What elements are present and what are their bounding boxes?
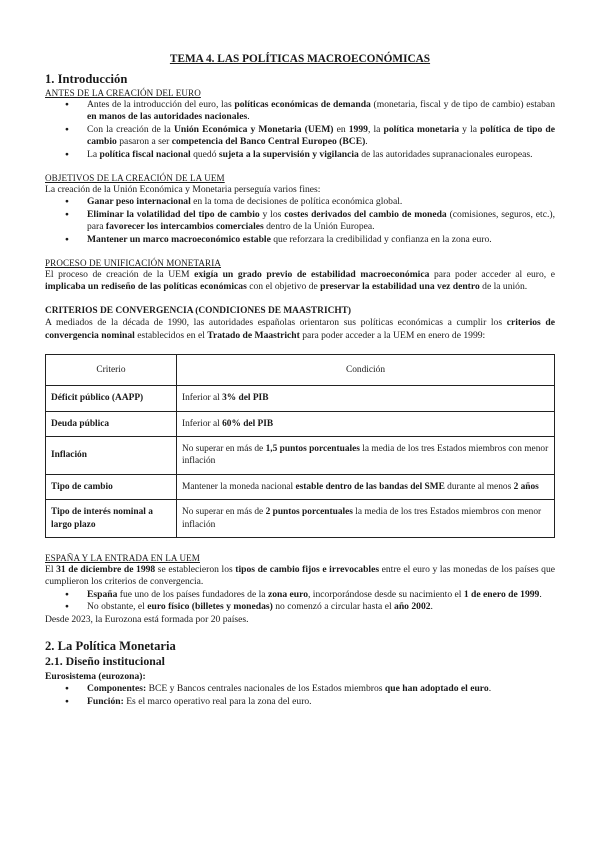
table-row: [46, 500, 555, 538]
text-run: pasaron a ser: [116, 136, 172, 148]
table-row: [46, 436, 555, 474]
bold-text: 60% del PIB: [222, 418, 274, 429]
text-run: .: [365, 136, 368, 148]
bullet-item: [87, 683, 555, 695]
text-run: establecidos en el: [134, 329, 208, 341]
text-run: no comenzó a circular hasta el: [272, 601, 395, 613]
text-run: de las autoridades supranacionales europeas.: [358, 148, 533, 160]
bold-text: políticas económicas de demanda: [234, 99, 371, 110]
section-2-1-heading: 2.1. Diseño institucional: [45, 653, 165, 668]
bullet-item: [87, 234, 555, 246]
bullet-item: [87, 99, 555, 124]
bold-text: que han adoptado el euro: [384, 683, 489, 695]
espana-paragraph: [45, 564, 555, 589]
text-run: .: [247, 111, 250, 123]
bold-text: 31 de diciembre de 1998: [56, 563, 156, 575]
text-run: de la unión.: [479, 281, 528, 293]
bold-text: criterios de convergencia nominal: [45, 317, 555, 341]
criterios-heading: CRITERIOS DE CONVERGENCIA (CONDICIONES DE MAASTRICHT): [45, 305, 352, 316]
bold-text: favorecer los intercambios comerciales: [105, 221, 264, 233]
condicion-cell: [177, 411, 555, 436]
text-run: durante al menos: [444, 481, 514, 492]
bullet-item: [87, 149, 555, 161]
condicion-cell: [177, 386, 555, 411]
text-run: La: [87, 148, 100, 160]
bullet-item: [87, 696, 555, 708]
text-run: entre el euro y las monedas de los países que cumplieron los criterios de convergencia.: [45, 563, 556, 588]
eurosistema-label-text: Eurosistema (eurozona):: [45, 670, 146, 682]
condicion-cell: [177, 474, 555, 499]
text-run: en: [333, 123, 349, 135]
bold-text: año 2002: [394, 601, 431, 613]
bold-text: tipos de cambio fijos e irrevocables: [235, 563, 380, 575]
bold-text: Función:: [87, 695, 124, 707]
text-run: No superar en más de: [182, 443, 266, 454]
text-run: Mantener la moneda nacional: [182, 481, 296, 492]
subsection-espana-heading: ESPAÑA Y LA ENTRADA EN LA UEM: [45, 552, 200, 563]
text-run: la media de los tres Estados miembros con menor inflación: [182, 443, 549, 467]
eurosistema-label: [45, 671, 555, 683]
bold-text: euro físico (billetes y monedas): [147, 601, 273, 613]
criteria-table: [45, 354, 555, 538]
document-title: TEMA 4. LAS POLÍTICAS MACROECONÓMICAS: [169, 53, 431, 65]
bold-text: 1,5 puntos porcentuales: [265, 443, 360, 454]
bullet-item: [87, 601, 555, 613]
criterio-cell: Tipo de cambio: [46, 474, 177, 499]
bullet-item: [87, 209, 555, 234]
text-run: y los: [259, 208, 285, 220]
bold-text: Ganar peso internacional: [87, 196, 191, 208]
table-header-row: [46, 355, 555, 386]
espana-closing: Desde 2023, la Eurozona está formada por 20 países.: [45, 613, 249, 625]
bold-text: 2 años: [513, 481, 539, 492]
criterio-cell: Inflación: [46, 436, 177, 474]
text-run: .: [539, 588, 542, 600]
bold-text: implicaba un rediseño de las políticas económicas: [45, 281, 247, 293]
bold-text: Eliminar la volatilidad del tipo de cambio: [87, 208, 260, 220]
bold-text: exigía un grado previo de estabilidad macroeconómica: [194, 269, 430, 281]
subsection-antes-heading: ANTES DE LA CREACIÓN DEL EURO: [45, 88, 201, 98]
bold-text: sujeta a la supervisión y vigilancia: [218, 148, 359, 160]
bold-text: 3% del PIB: [222, 393, 269, 404]
text-run: para poder acceder a la UEM en enero de 1999:: [299, 329, 486, 341]
bold-text: Mantener un marco macroeconómico estable: [87, 233, 271, 245]
text-run: Con la creación de la: [87, 123, 174, 135]
condicion-cell: [177, 500, 555, 538]
subsection-proceso-heading: PROCESO DE UNIFICACIÓN MONETARIA: [45, 258, 222, 269]
bold-text: 2 puntos porcentuales: [265, 507, 353, 518]
text-run: quedó: [190, 148, 219, 160]
bold-text: política monetaria: [383, 123, 460, 135]
text-run: Inferior al: [182, 393, 223, 404]
bullet-item: [87, 124, 555, 149]
subsection-objetivos-heading: OBJETIVOS DE LA CREACIÓN DE LA UEM: [45, 173, 225, 184]
bold-text: política fiscal nacional: [99, 148, 191, 160]
objetivos-intro: La creación de la Unión Económica y Monetaria perseguía varios fines:: [45, 184, 321, 196]
criterio-cell: Déficit público (AAPP): [46, 386, 177, 411]
column-header-criterio: Criterio: [46, 355, 177, 386]
text-run: , la: [367, 123, 384, 135]
text-run: (monetaria, fiscal y de tipo de cambio) estaban: [370, 99, 555, 110]
bold-text: estable dentro de las bandas del SME: [295, 481, 445, 492]
text-run: y la: [459, 123, 481, 135]
text-run: Antes de la introducción del euro, las: [87, 99, 235, 110]
bold-text: Unión Económica y Monetaria (UEM): [173, 123, 334, 135]
text-run: El: [45, 563, 57, 575]
criterio-cell: Tipo de interés nominal a largo plazo: [46, 500, 177, 538]
text-run: .: [488, 683, 492, 695]
text-run: A mediados de la década de 1990, las autoridades españolas orientaron sus políticas económicas a cumplir los: [45, 317, 507, 329]
table-row: [46, 411, 555, 436]
antes-bullet-list: [45, 99, 555, 161]
text-run: .: [430, 601, 433, 613]
bold-text: política de tipo de cambio: [87, 123, 556, 148]
bold-text: 1 de enero de 1999: [463, 588, 540, 600]
text-run: Inferior al: [182, 418, 223, 429]
bold-text: competencia del Banco Central Europeo (BCE): [171, 136, 366, 148]
text-run: BCE y Bancos centrales nacionales de los Estados miembros: [146, 683, 385, 695]
table-row: [46, 474, 555, 499]
text-run: se establecieron los: [155, 563, 236, 575]
proceso-paragraph: [45, 269, 555, 294]
bold-text: 1999: [348, 123, 368, 135]
bold-text: Componentes:: [87, 683, 147, 695]
condicion-cell: [177, 436, 555, 474]
text-run: con el objetivo de: [246, 281, 321, 293]
section-2-heading: 2. La Política Monetaria: [45, 638, 176, 653]
text-run: dentro de la Unión Europea.: [263, 221, 375, 233]
bold-text: en manos de las autoridades nacionales: [87, 111, 248, 123]
text-run: El proceso de creación de la UEM: [45, 269, 195, 281]
bold-text: costes derivados del cambio de moneda: [284, 208, 447, 220]
eurosistema-bullet-list: [45, 683, 555, 708]
bold-text: preservar la estabilidad una vez dentro: [320, 281, 480, 293]
text-run: , incorporándose desde su nacimiento el: [308, 588, 464, 600]
table-row: [46, 386, 555, 411]
text-run: en la toma de decisiones de política económica global.: [190, 196, 403, 208]
bullet-item: [87, 196, 555, 208]
text-run: para poder acceder al euro, e: [429, 269, 555, 281]
section-1-heading: 1. Introducción: [45, 72, 128, 86]
bullet-item: [87, 589, 555, 601]
bold-text: España: [87, 588, 118, 600]
column-header-condicion: Condición: [177, 355, 555, 386]
espana-bullet-list: [45, 589, 555, 614]
text-run: (comisiones, seguros, etc.), para: [87, 208, 555, 233]
text-run: No obstante, el: [87, 601, 148, 613]
text-run: que reforzara la credibilidad y confianza en la zona euro.: [270, 233, 492, 245]
text-run: la media de los tres Estados miembros con menor inflación: [182, 507, 542, 530]
criterios-paragraph: [45, 317, 555, 342]
text-run: fue uno de los países fundadores de la: [117, 588, 268, 600]
criterio-cell: Deuda pública: [46, 411, 177, 436]
text-run: No superar en más de: [182, 507, 266, 518]
text-run: Es el marco operativo real para la zona del euro.: [123, 695, 312, 707]
bold-text: Tratado de Maastricht: [207, 329, 300, 341]
bold-text: zona euro: [267, 588, 308, 600]
objetivos-bullet-list: [45, 196, 555, 246]
